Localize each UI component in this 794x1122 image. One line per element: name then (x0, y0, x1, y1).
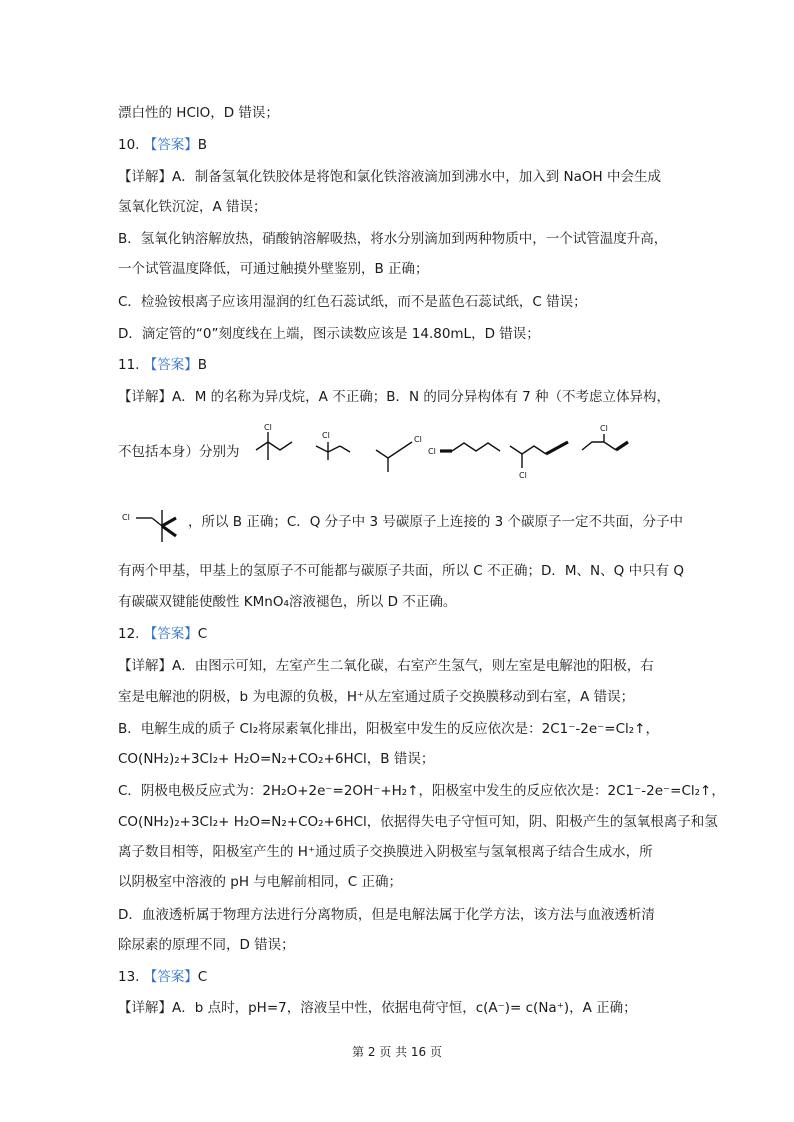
text-line: 【详解】A．b 点时，pH=7，溶液呈中性，依据电荷守恒，c(A⁻)= c(Na⁺)，A 正确； (118, 1000, 637, 1016)
answer-value: B (197, 137, 208, 153)
question-number: 11. (118, 357, 140, 373)
svg-text:Cl: Cl (600, 424, 608, 433)
isomer-1-structure (256, 423, 292, 460)
page-footer: 第 2 页 共 16 页 (352, 1045, 442, 1059)
question-number: 13. (118, 969, 140, 985)
svg-text:Cl: Cl (264, 423, 272, 432)
text-line: 漂白性的 HClO，D 错误； (118, 105, 279, 121)
answer-tag: 【答案】 (143, 357, 198, 373)
text-line: 【详解】A．制备氢氧化铁胶体是将饱和氯化铁溶液滴加到沸水中，加入到 NaOH 中会生成 (118, 169, 661, 185)
question-11-header (118, 356, 207, 374)
text-line: 除尿素的原理不同，D 错误； (118, 937, 295, 953)
answer-value: C (197, 969, 208, 985)
text-line: 有碳碳双键能使酸性 KMnO₄溶液褪色，所以 D 不正确。 (118, 594, 457, 610)
text-line: C．阴极电极反应式为：2H₂O+2e⁻=2OH⁻+H₂↑，阳极室中发生的反应依次是：2C1⁻-2e⁻=Cl₂↑， (118, 783, 725, 799)
question-10-header (118, 136, 207, 154)
isomer-4-structure (428, 443, 500, 456)
answer-tag: 【答案】 (143, 626, 198, 642)
text-line: D．血液透析属于物理方法进行分离物质，但是电解法属于化学方法，该方法与血液透析清 (118, 907, 655, 923)
question-13-header (118, 968, 207, 986)
text-line: B．电解生成的质子 Cl₂将尿素氧化排出，阳极室中发生的反应依次是：2C1⁻-2e⁻=Cl₂↑， (118, 721, 659, 737)
svg-text:Cl: Cl (414, 435, 422, 444)
text-line: CO(NH₂)₂+3Cl₂+ H₂O=N₂+CO₂+6HCl，依据得失电子守恒可知，阴、阳极产生的氢氧根离子和氢 (118, 814, 718, 830)
isomer-3-structure (376, 435, 422, 472)
svg-text:Cl: Cl (428, 447, 436, 456)
question-12-header (118, 625, 207, 643)
isomer-6-structure (582, 424, 628, 450)
text-line: C．检验铵根离子应该用湿润的红色石蕊试纸，而不是蓝色石蕊试纸，C 错误； (118, 294, 587, 310)
answer-value: C (197, 626, 208, 642)
question-number: 10. (118, 137, 140, 153)
text-line: 有两个甲基，甲基上的氢原子不可能都与碳原子共面，所以 C 不正确；D．M、N、Q 中只有 Q (118, 563, 684, 579)
svg-text:Cl: Cl (519, 471, 527, 480)
isomer-structures (248, 420, 648, 480)
isomer-5-structure (510, 442, 568, 480)
text-line: 【详解】A．由图示可知，左室产生二氧化碳，右室产生氢气，则左室是电解池的阳极，右 (118, 658, 654, 674)
answer-value: B (197, 357, 208, 373)
isomer-2-structure (316, 431, 350, 460)
text-line: 一个试管温度降低，可通过触摸外壁鉴别，B 正确； (118, 261, 429, 277)
text-line: CO(NH₂)₂+3Cl₂+ H₂O=N₂+CO₂+6HCl，B 错误； (118, 751, 435, 767)
svg-text:Cl: Cl (122, 513, 130, 522)
question-number: 12. (118, 626, 140, 642)
text-line: D．滴定管的“0”刻度线在上端，图示读数应该是 14.80mL，D 错误； (118, 326, 540, 342)
answer-tag: 【答案】 (143, 137, 198, 153)
text-line: 离子数目相等，阳极室产生的 H⁺通过质子交换膜进入阴极室与氢氧根离子结合生成水，所 (118, 844, 653, 860)
text-line: 不包括本身）分别为 (118, 444, 240, 460)
text-line: 【详解】A．M 的名称为异戊烷，A 不正确；B．N 的同分异构体有 7 种（不考虑立体异构， (118, 389, 671, 405)
text-line: 室是电解池的阴极，b 为电源的负极，H⁺从左室通过质子交换膜移动到右室，A 错误； (118, 689, 635, 705)
svg-text:Cl: Cl (322, 431, 330, 440)
text-line: B．氢氧化钠溶解放热，硝酸钠溶解吸热，将水分别滴加到两种物质中，一个试管温度升高， (118, 231, 668, 247)
text-line: 以阴极室中溶液的 pH 与电解前相同，C 正确； (118, 874, 403, 890)
text-line: 氢氧化铁沉淀，A 错误； (118, 199, 267, 215)
text-line: ，所以 B 正确；C．Q 分子中 3 号碳原子上连接的 3 个碳原子一定不共面，分子中 (188, 514, 684, 530)
answer-tag: 【答案】 (143, 969, 198, 985)
isomer-7-structure (118, 500, 188, 550)
